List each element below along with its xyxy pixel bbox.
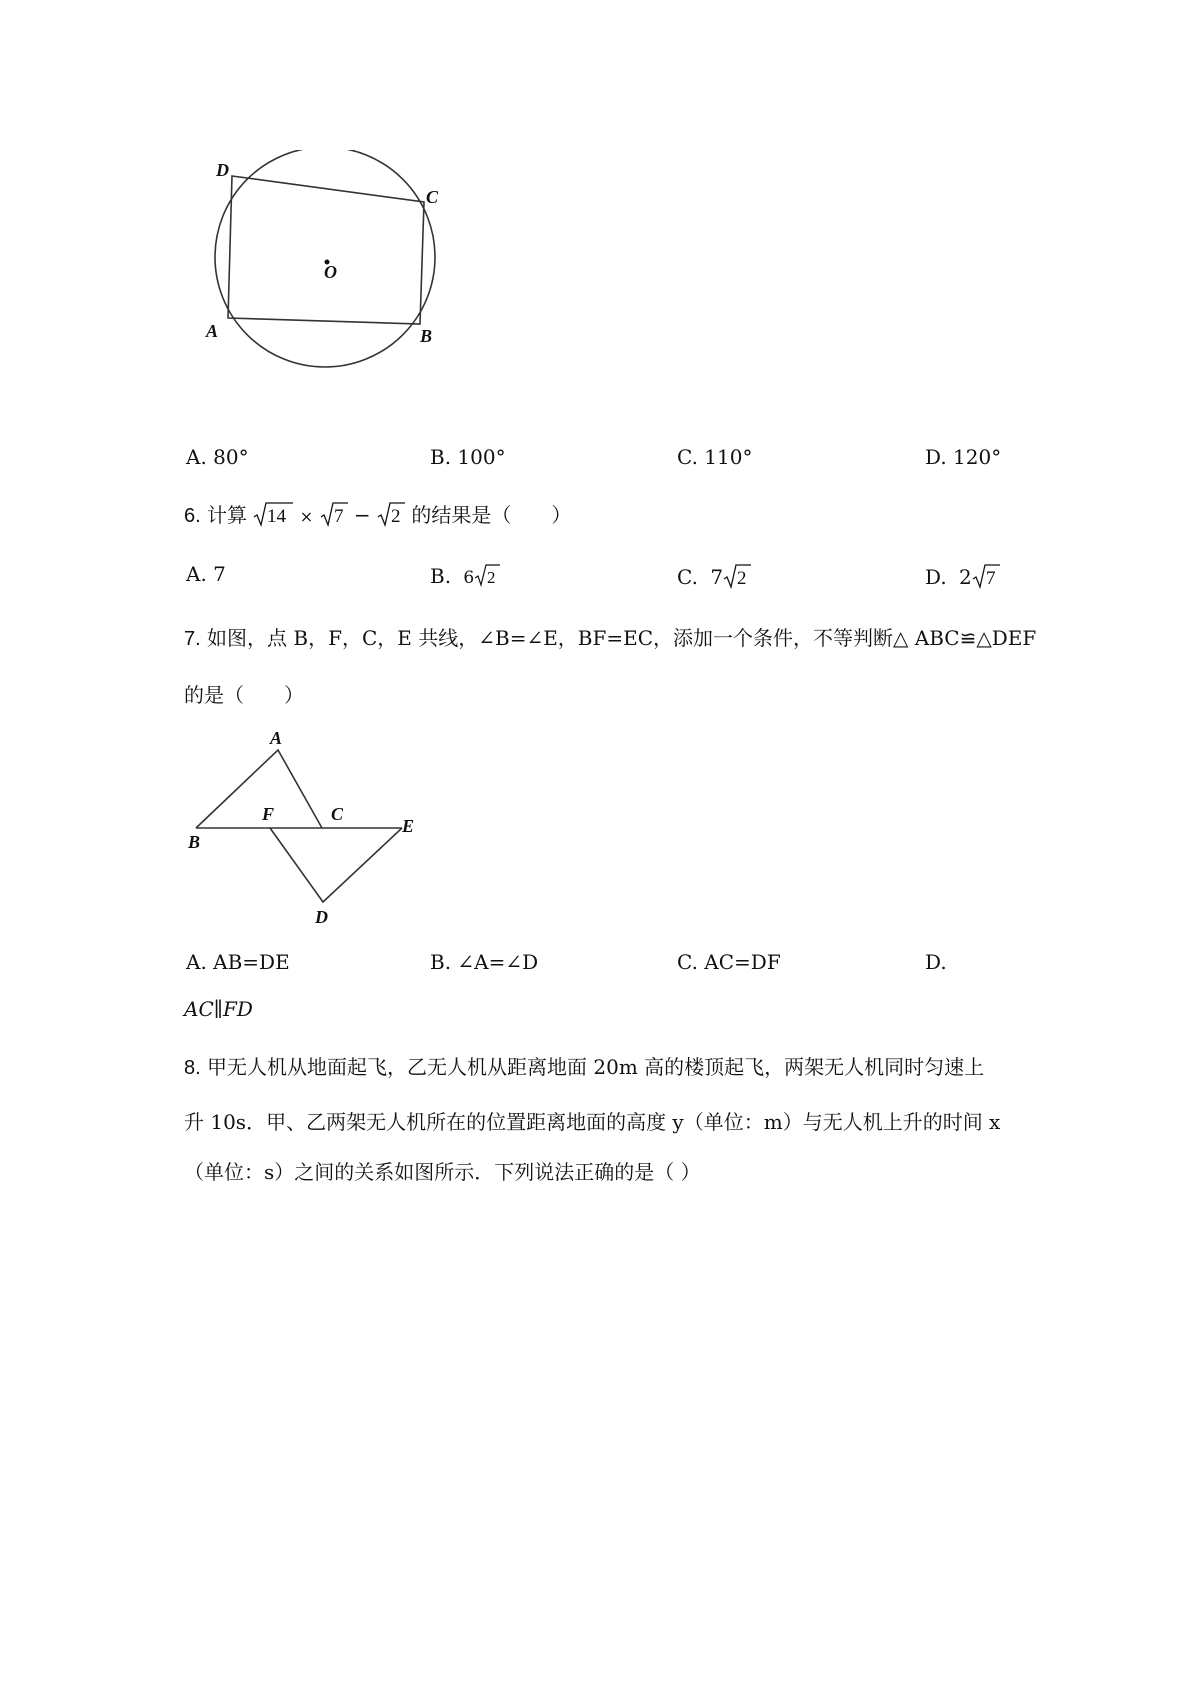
q6-option-c: C. 7 2 <box>677 562 751 595</box>
q8-number: 8. <box>184 1057 201 1079</box>
circle-o <box>215 150 435 367</box>
triangle-def <box>270 828 402 902</box>
q6-sqrt-14 <box>253 500 293 533</box>
q7-option-a: A. AB=DE <box>186 950 290 974</box>
q5-option-d: D. 120° <box>925 445 1002 469</box>
q6-sqrt-7 <box>320 500 348 533</box>
q6-option-d-sqrt <box>972 562 1000 595</box>
svg-text:14: 14 <box>267 506 287 527</box>
svg-text:2: 2 <box>737 568 747 589</box>
q6-question <box>184 500 571 533</box>
label-d: D <box>216 160 229 180</box>
q8-question-line3: （单位：s）之间的关系如图所示．下列说法正确的是（ ） <box>184 1160 701 1184</box>
q5-option-b: B. 100° <box>430 445 506 469</box>
label-a: A <box>270 728 283 748</box>
q5-option-c: C. 110° <box>677 445 753 469</box>
quadrilateral-abcd <box>228 176 424 324</box>
triangle-abc <box>196 750 322 828</box>
q8-text-line1: 甲无人机从地面起飞，乙无人机从距离地面 20m 高的楼顶起飞，两架无人机同时匀速上 <box>207 1055 985 1079</box>
q6-number: 6. <box>184 505 201 527</box>
q7-option-c: C. AC=DF <box>677 950 781 974</box>
label-b: B <box>188 832 201 852</box>
triangles-figure <box>180 720 440 935</box>
q7-option-d: D. <box>925 950 947 974</box>
q6-option-d: D. 2 7 <box>925 562 1000 595</box>
q7-option-d-continued: AC∥FD <box>184 997 253 1021</box>
q6-sqrt-2 <box>377 500 405 533</box>
q6-minus: − <box>353 503 371 527</box>
label-o: O <box>324 262 337 282</box>
label-a: A <box>206 321 219 341</box>
svg-text:7: 7 <box>985 568 996 589</box>
label-b: B <box>420 326 433 346</box>
svg-text:2: 2 <box>487 568 496 587</box>
svg-text:2: 2 <box>391 506 401 527</box>
label-d: D <box>315 907 328 927</box>
q6-times: × <box>299 507 314 526</box>
q7-question-line2: 的是（ ） <box>184 683 304 707</box>
label-e: E <box>402 816 415 836</box>
q6-option-c-sqrt <box>723 562 751 595</box>
label-c: C <box>331 804 344 824</box>
q8-question-line2: 升 10s．甲、乙两架无人机所在的位置距离地面的高度 y（单位：m）与无人机上升的时间 x <box>184 1110 1001 1134</box>
q7-option-b: B. ∠A=∠D <box>430 950 539 974</box>
label-f: F <box>262 804 275 824</box>
q7-question-line1 <box>184 626 1036 651</box>
q6-suffix: 的结果是（ ） <box>411 503 572 527</box>
q6-option-a: A. 7 <box>186 562 226 586</box>
q6-option-b-sqrt <box>474 562 500 593</box>
q7-number: 7. <box>184 628 201 650</box>
circle-quadrilateral-figure <box>180 150 470 390</box>
label-c: C <box>426 187 439 207</box>
svg-text:7: 7 <box>333 506 344 527</box>
q5-option-a: A. 80° <box>186 445 249 469</box>
q8-question-line1 <box>184 1055 984 1080</box>
q7-text-line1: 如图，点 B，F，C，E 共线，∠B=∠E，BF=EC，添加一个条件，不等判断△ ABC≌△DEF <box>207 626 1037 650</box>
q6-option-b: B. 6 2 <box>430 562 500 593</box>
q6-prefix: 计算 <box>207 503 248 527</box>
